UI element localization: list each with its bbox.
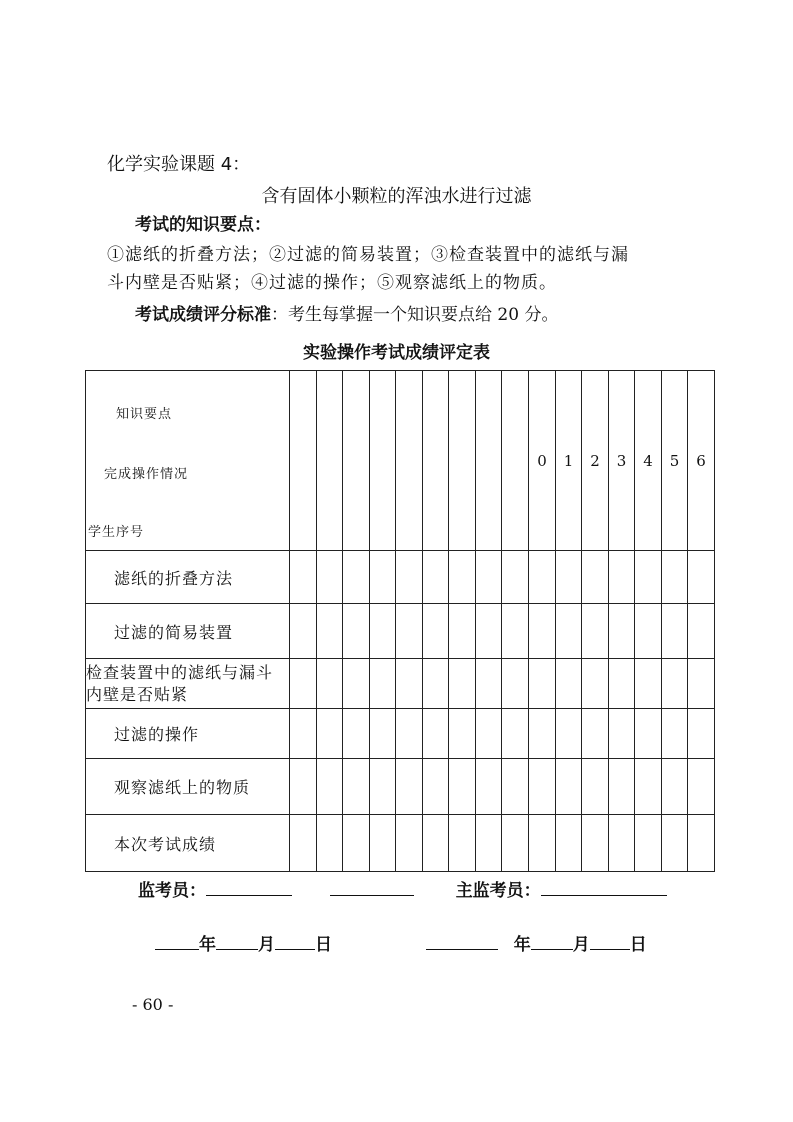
score-cell[interactable] xyxy=(635,815,662,872)
month-label-2: 月 xyxy=(572,935,590,955)
score-cell[interactable] xyxy=(582,551,609,604)
score-cell[interactable] xyxy=(476,659,502,709)
student-number: 6 xyxy=(688,371,715,551)
examiner-signature-line xyxy=(138,876,667,901)
month-blank-2[interactable] xyxy=(531,933,573,950)
score-cell[interactable] xyxy=(582,759,609,815)
score-cell[interactable] xyxy=(423,709,449,759)
score-cell[interactable] xyxy=(529,759,556,815)
score-cell[interactable] xyxy=(370,709,396,759)
table-row xyxy=(86,604,715,659)
score-cell[interactable] xyxy=(317,759,343,815)
score-cell[interactable] xyxy=(635,659,662,709)
score-cell[interactable] xyxy=(556,709,582,759)
day-blank-2[interactable] xyxy=(590,933,630,950)
score-cell[interactable] xyxy=(556,659,582,709)
score-cell[interactable] xyxy=(343,551,370,604)
score-cell[interactable] xyxy=(317,604,343,659)
year-label-2: 年 xyxy=(513,935,531,955)
table-row xyxy=(86,709,715,759)
row-label: 检查装置中的滤纸与漏斗内壁是否贴紧 xyxy=(86,659,290,709)
table-row xyxy=(86,815,715,872)
score-cell[interactable] xyxy=(502,815,529,872)
score-cell[interactable] xyxy=(396,709,423,759)
score-cell[interactable] xyxy=(449,815,476,872)
score-cell[interactable] xyxy=(609,551,635,604)
score-cell[interactable] xyxy=(609,709,635,759)
scoring-criteria-text: ：考生每掌握一个知识要点给 20 分。 xyxy=(271,305,559,325)
score-cell[interactable] xyxy=(688,759,715,815)
score-cell[interactable] xyxy=(423,759,449,815)
score-cell[interactable] xyxy=(476,759,502,815)
knowledge-points-title: 考试的知识要点： xyxy=(135,215,271,235)
score-cell[interactable] xyxy=(688,659,715,709)
score-cell[interactable] xyxy=(635,759,662,815)
month-blank-1[interactable] xyxy=(216,933,258,950)
day-label-1: 日 xyxy=(315,935,332,955)
blank-cell[interactable] xyxy=(370,371,396,551)
student-number: 0 xyxy=(529,371,556,551)
score-cell[interactable] xyxy=(609,659,635,709)
score-cell[interactable] xyxy=(476,604,502,659)
score-cell[interactable] xyxy=(662,759,688,815)
header-diagonal-cell xyxy=(86,371,290,551)
score-cell[interactable] xyxy=(317,815,343,872)
score-cell[interactable] xyxy=(662,659,688,709)
section-heading: 化学实验课题 4： xyxy=(107,154,251,175)
score-cell[interactable] xyxy=(290,759,317,815)
score-cell[interactable] xyxy=(662,815,688,872)
score-cell[interactable] xyxy=(556,604,582,659)
score-cell[interactable] xyxy=(529,551,556,604)
score-cell[interactable] xyxy=(476,815,502,872)
year-blank-2[interactable] xyxy=(426,933,498,950)
score-cell[interactable] xyxy=(688,815,715,872)
score-cell[interactable] xyxy=(662,709,688,759)
score-cell[interactable] xyxy=(688,709,715,759)
student-number: 2 xyxy=(582,371,609,551)
score-cell[interactable] xyxy=(343,709,370,759)
score-cell[interactable] xyxy=(370,759,396,815)
row-label: 本次考试成绩 xyxy=(86,815,290,872)
month-label-1: 月 xyxy=(258,935,275,955)
score-cell[interactable] xyxy=(502,604,529,659)
score-cell[interactable] xyxy=(529,604,556,659)
score-cell[interactable] xyxy=(370,815,396,872)
score-cell[interactable] xyxy=(449,604,476,659)
score-cell[interactable] xyxy=(635,709,662,759)
day-blank-1[interactable] xyxy=(275,933,315,950)
score-cell[interactable] xyxy=(317,551,343,604)
score-cell[interactable] xyxy=(449,759,476,815)
student-number: 5 xyxy=(662,371,688,551)
score-cell[interactable] xyxy=(476,709,502,759)
year-label-1: 年 xyxy=(199,935,216,955)
score-cell[interactable] xyxy=(290,551,317,604)
header-student-number: 学生序号 xyxy=(88,525,145,540)
score-cell[interactable] xyxy=(449,659,476,709)
score-cell[interactable] xyxy=(662,604,688,659)
score-cell[interactable] xyxy=(556,815,582,872)
examiner-label: 监考员： xyxy=(138,881,206,901)
score-cell[interactable] xyxy=(343,604,370,659)
blank-cell[interactable] xyxy=(343,371,370,551)
student-number: 4 xyxy=(635,371,662,551)
student-number: 3 xyxy=(609,371,635,551)
score-cell[interactable] xyxy=(396,551,423,604)
score-cell[interactable] xyxy=(556,759,582,815)
score-cell[interactable] xyxy=(423,551,449,604)
score-cell[interactable] xyxy=(529,659,556,709)
blank-cell[interactable] xyxy=(423,371,449,551)
score-cell[interactable] xyxy=(423,604,449,659)
score-cell[interactable] xyxy=(635,551,662,604)
score-cell[interactable] xyxy=(290,659,317,709)
score-cell[interactable] xyxy=(582,659,609,709)
score-cell[interactable] xyxy=(317,659,343,709)
table-row xyxy=(86,659,715,709)
knowledge-points-line-2: 斗内壁是否贴紧；④过滤的操作；⑤观察滤纸上的物质。 xyxy=(107,273,557,293)
row-label: 滤纸的折叠方法 xyxy=(86,551,290,604)
header-knowledge-points: 知识要点 xyxy=(116,407,173,422)
score-cell[interactable] xyxy=(370,659,396,709)
chief-examiner-label: 主监考员： xyxy=(455,881,541,901)
score-cell[interactable] xyxy=(290,815,317,872)
score-cell[interactable] xyxy=(582,604,609,659)
score-cell[interactable] xyxy=(423,815,449,872)
score-cell[interactable] xyxy=(317,709,343,759)
score-cell[interactable] xyxy=(582,815,609,872)
score-cell[interactable] xyxy=(449,709,476,759)
score-cell[interactable] xyxy=(556,551,582,604)
scoring-criteria xyxy=(135,300,558,325)
knowledge-points-line-1: ①滤纸的折叠方法；②过滤的简易装置；③检查装置中的滤纸与漏 xyxy=(107,245,629,265)
examiner-blank-2[interactable] xyxy=(330,879,414,896)
score-cell[interactable] xyxy=(343,659,370,709)
score-cell[interactable] xyxy=(396,815,423,872)
score-cell[interactable] xyxy=(476,551,502,604)
score-cell[interactable] xyxy=(609,604,635,659)
scoring-criteria-label: 考试成绩评分标准 xyxy=(135,305,271,325)
table-header-row xyxy=(86,371,715,551)
score-cell[interactable] xyxy=(502,551,529,604)
page-number: - 60 - xyxy=(132,995,174,1014)
score-cell[interactable] xyxy=(582,709,609,759)
blank-cell[interactable] xyxy=(317,371,343,551)
blank-cell[interactable] xyxy=(290,371,317,551)
score-table xyxy=(85,370,715,872)
score-cell[interactable] xyxy=(449,551,476,604)
score-cell[interactable] xyxy=(609,815,635,872)
score-cell[interactable] xyxy=(343,815,370,872)
blank-cell[interactable] xyxy=(502,371,529,551)
table-row xyxy=(86,551,715,604)
score-cell[interactable] xyxy=(635,604,662,659)
examiner-blank-1[interactable] xyxy=(206,879,292,896)
score-cell[interactable] xyxy=(529,709,556,759)
blank-cell[interactable] xyxy=(476,371,502,551)
row-label: 过滤的操作 xyxy=(86,709,290,759)
score-cell[interactable] xyxy=(662,551,688,604)
score-cell[interactable] xyxy=(396,759,423,815)
header-operation-status: 完成操作情况 xyxy=(104,467,189,482)
row-label: 观察滤纸上的物质 xyxy=(86,759,290,815)
chief-examiner-blank[interactable] xyxy=(541,879,667,896)
score-cell[interactable] xyxy=(609,759,635,815)
score-cell[interactable] xyxy=(529,815,556,872)
day-label-2: 日 xyxy=(629,935,647,955)
blank-cell[interactable] xyxy=(449,371,476,551)
score-cell[interactable] xyxy=(688,551,715,604)
date-line xyxy=(155,930,647,955)
score-cell[interactable] xyxy=(502,759,529,815)
score-cell[interactable] xyxy=(396,604,423,659)
score-cell[interactable] xyxy=(290,604,317,659)
score-cell[interactable] xyxy=(370,551,396,604)
year-blank-1[interactable] xyxy=(155,933,199,950)
score-cell[interactable] xyxy=(343,759,370,815)
score-cell[interactable] xyxy=(423,659,449,709)
blank-cell[interactable] xyxy=(396,371,423,551)
score-cell[interactable] xyxy=(396,659,423,709)
table-title: 实验操作考试成绩评定表 xyxy=(303,343,490,363)
row-label: 过滤的简易装置 xyxy=(86,604,290,659)
score-cell[interactable] xyxy=(290,709,317,759)
score-cell[interactable] xyxy=(502,709,529,759)
score-cell[interactable] xyxy=(502,659,529,709)
score-cell[interactable] xyxy=(370,604,396,659)
student-number: 1 xyxy=(556,371,582,551)
score-cell[interactable] xyxy=(688,604,715,659)
experiment-title: 含有固体小颗粒的浑浊水进行过滤 xyxy=(261,186,532,207)
table-row xyxy=(86,759,715,815)
